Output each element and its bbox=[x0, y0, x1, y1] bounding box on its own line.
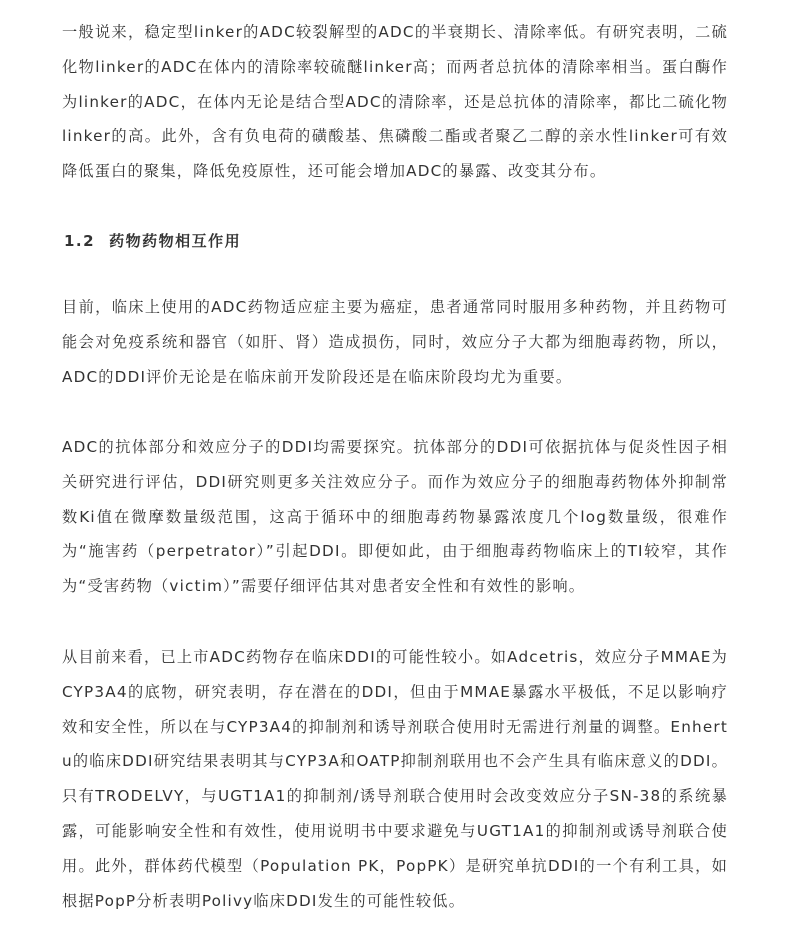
section-number: 1.2 bbox=[64, 232, 96, 250]
section-heading bbox=[64, 228, 241, 254]
paragraph-linker-clearance: 一般说来，稳定型linker的ADC较裂解型的ADC的半衰期长、清除率低。有研究表明，二硫化物linker的ADC在体内的清除率较硫醚linker高；而两者总抗体的清除率相当。蛋白酶作为linker的ADC，在体内无论是结合型ADC的清除率，还是总抗体的清除率，都比二硫化物linker的高。此外，含有负电荷的磺酸基、焦磷酸二酯或者聚乙二醇的亲水性linker可有效降低蛋白的聚集，降低免疫原性，还可能会增加ADC的暴露、改变其分布。 bbox=[62, 23, 728, 181]
section-title: 药物药物相互作用 bbox=[109, 232, 242, 250]
paragraph-marketed-adc-ddi: 从目前来看，已上市ADC药物存在临床DDI的可能性较小。如Adcetris，效应分子MMAE为CYP3A4的底物，研究表明，存在潜在的DDI，但由于MMAE暴露水平极低，不足以影响疗效和安全性，所以在与CYP3A4的抑制剂和诱导剂联合使用时无需进行剂量的调整。Enhertu的临床DDI研究结果表明其与CYP3A和OATP抑制剂联用也不会产生具有临床意义的DDI。只有TRODELVY，与UGT1A1的抑制剂/诱导剂联合使用时会改变效应分子SN-38的系统暴露，可能影响安全性和有效性，使用说明书中要求避免与UGT1A1的抑制剂或诱导剂联合使用。此外，群体药代模型（Population PK，PopPK）是研究单抗DDI的一个有利工具，如根据PopP分析表明Polivy临床DDI发生的可能性较低。 bbox=[62, 648, 728, 910]
paragraph-ddi-components: ADC的抗体部分和效应分子的DDI均需要探究。抗体部分的DDI可依据抗体与促炎性因子相关研究进行评估，DDI研究则更多关注效应分子。而作为效应分子的细胞毒药物体外抑制常数Ki值在微摩数量级范围，这高于循环中的细胞毒药物暴露浓度几个log数量级，很难作为“施害药（perpetrator）”引起DDI。即便如此，由于细胞毒药物临床上的TI较窄，其作为“受害药物（victim）”需要仔细评估其对患者安全性和有效性的影响。 bbox=[62, 438, 728, 596]
paragraph-ddi-importance: 目前，临床上使用的ADC药物适应症主要为癌症，患者通常同时服用多种药物，并且药物可能会对免疫系统和器官（如肝、肾）造成损伤，同时，效应分子大都为细胞毒药物，所以，ADC的DDI评价无论是在临床前开发阶段还是在临床阶段均尤为重要。 bbox=[62, 298, 728, 386]
